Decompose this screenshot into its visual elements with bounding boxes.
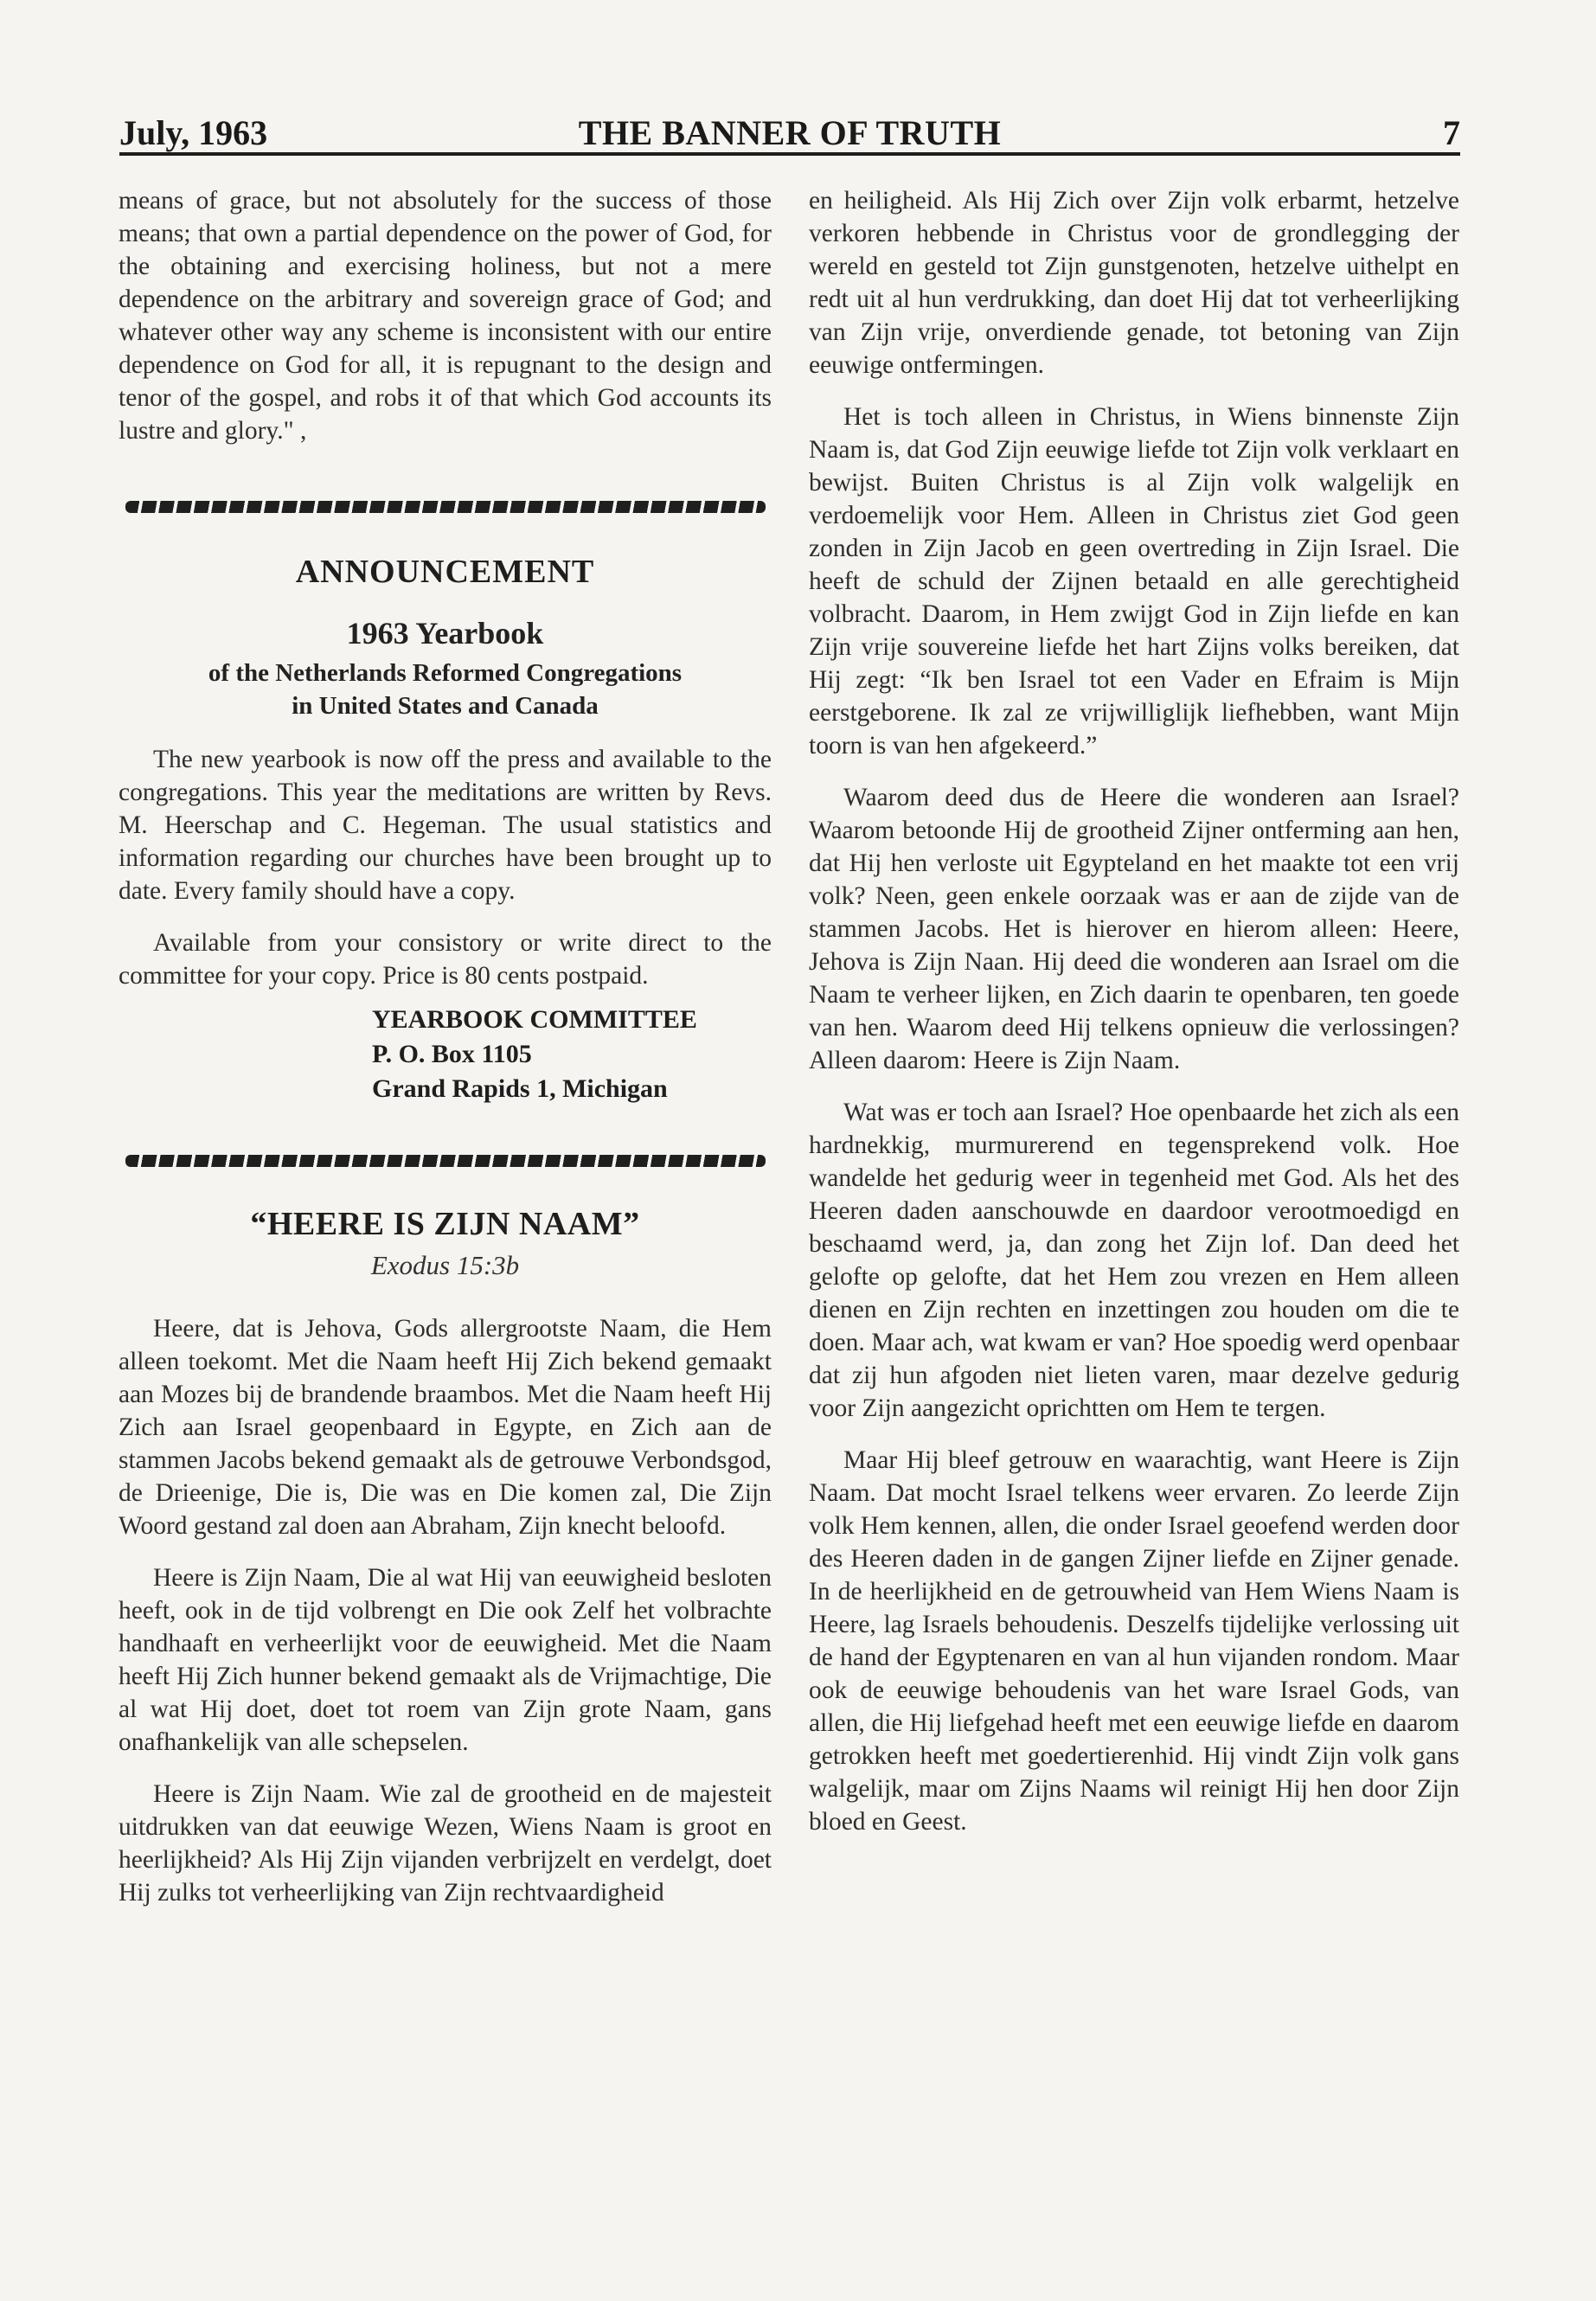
- article-paragraph: Heere is Zijn Naam. Wie zal de grootheid en de majesteit uitdrukken van dat eeuwige Wezen, Wiens Naam is groot en heerlijkheid? Als Hij Zijn vijanden verbrijzelt en verdelgt, doet Hij zulks tot verheerlijking van Zijn rechtvaardigheid: [119, 1780, 772, 1907]
- article-paragraph: Maar Hij bleef getrouw en waarachtig, want Heere is Zijn Naam. Dat mocht Israel telkens weer ervaren. Zo leerde Zijn volk Hem kennen, allen, die onder Israel geoefend werden door des Heeren daden in de gangen Zijner liefde en Zijner genade. In de heerlijkheid en de getrouwheid van Hem Wiens Naam is Heere, lag Israels behoudenis. Deszelfs tijdelijke verlossing uit de hand der Egyptenaren en van al hun vijanden rondom. Maar ook de eeuwige behoudenis van het ware Israel Gods, van allen, die Hij liefgehad heeft met een eeuwige liefde en daarom getrokken heeft met goedertierenhid. Hij vindt Zijn volk gans walgelijk, maar om Zijns Naams wil reinigt Hij hen door Zijn bloed en Geest.: [809, 1446, 1459, 1836]
- article-paragraph: en heiligheid. Als Hij Zich over Zijn volk erbarmt, hetzelve verkoren hebbende in Christus voor de grondlegging der wereld en gesteld tot Zijn gunstgenoten, hetzelve uithelpt en redt uit al hun verdrukking, dan doet Hij dat tot verheerlijking van Zijn vrije, onverdiende genade, tot betoning van Zijn eeuwige ontfermingen.: [809, 187, 1459, 379]
- article-title: “HEERE IS ZIJN NAAM”: [250, 1206, 640, 1242]
- article-paragraph: Heere, dat is Jehova, Gods allergrootste Naam, die Hem alleen toekomt. Met die Naam heeft Hij Zich bekend gemaakt aan Mozes bij de brandende braambos. Met die Naam heeft Hij Zich aan Israel geopenbaard in Egypte, en Zich aan de stammen Jacobs bekend gemaakt als de getrouwe Verbondsgod, de Drieenige, Die is, Die was en Die komen zal, Die Zijn Woord gestand zal doen aan Abraham, Zijn knecht beloofd.: [119, 1315, 772, 1540]
- right-column: [809, 184, 1459, 1857]
- article-paragraph: Wat was er toch aan Israel? Hoe openbaarde het zich als een hardnekkig, murmurerend en tegensprekend volk. Hoe wandelde het gedurig weer in tegenheid met God. Als het des Heeren daden aanschouwde en daardoor verootmoedigd en beschaamd werd, ja, dan zong het Zijn lof. Dan deed het gelofte op gelofte, dat het Hem zou vrezen en Hem alleen dienen en Zijn rechten en inzettingen zou houden om die te doen. Maar ach, wat kwam er van? Hoe spoedig werd openbaar dat zij hun afgoden niet lieten varen, maar dezelve gedurig voor Zijn aangezicht oprichtten om Hem te tergen.: [809, 1099, 1459, 1422]
- issue-date: July, 1963: [119, 113, 268, 152]
- article-scripture-reference: Exodus 15:3b: [370, 1250, 520, 1280]
- article-paragraph: Waarom deed dus de Heere die wonderen aan Israel? Waarom betoonde Hij de grootheid Zijner ontferming aan hen, dat Hij hen verloste uit Egypteland en het maakte tot een vrij volk? Neen, geen enkele oorzaak was er aan de zijde van de stammen Jacobs. Het is hierover en hierom alleen: Heere, Jehova is Zijn Naan. Hij deed die wonderen aan Israel om die Naam te verheer lijken, en Zich daarin te openbaren, ten goede van hen. Waarom deed Hij telkens opnieuw die verlossingen? Alleen daarom: Heere is Zijn Naam.: [809, 784, 1459, 1074]
- publication-title: THE BANNER OF TRUTH: [578, 113, 1002, 152]
- article-paragraph: Heere is Zijn Naam, Die al wat Hij van eeuwigheid besloten heeft, ook in de tijd volbrengt en Die ook Zelf het volbrachte handhaaft en verheerlijkt voor de eeuwigheid. Met die Naam heeft Hij Zich hunner bekend gemaakt als de Vrijmachtige, Die al wat Hij doet, doet tot roem van Zijn grote Naam, gans onafhankelijk van alle schepselen.: [119, 1564, 772, 1756]
- intro-paragraph: means of grace, but not absolutely for the success of those means; that own a partial dependence on the power of God, for the obtaining and exercising holiness, but not a mere dependence on the arbitrary and sovereign grace of God; and whatever other way any scheme is inconsistent with our entire dependence on God for all, it is repugnant to the design and tenor of the gospel, and robs it of that which God accounts its lustre and glory." ,: [119, 187, 772, 445]
- committee-name: YEARBOOK COMMITTEE: [372, 1005, 697, 1034]
- committee-po-box: P. O. Box 1105: [372, 1040, 532, 1068]
- committee-address: [372, 1003, 772, 1106]
- yearbook-subtitle-line2: in United States and Canada: [292, 692, 599, 720]
- announcement-paragraph: Available from your consistory or write direct to the committee for your copy. Price is 80 cents postpaid.: [119, 929, 772, 990]
- announcement-heading: ANNOUNCEMENT: [295, 554, 595, 590]
- committee-city: Grand Rapids 1, Michigan: [372, 1074, 668, 1103]
- section-divider: [125, 1155, 766, 1167]
- article-paragraph: Het is toch alleen in Christus, in Wiens binnenste Zijn Naam is, dat God Zijn eeuwige liefde tot Zijn volk verklaart en bewijst. Buiten Christus is al Zijn volk walgelijk en verdoemelijk voor Hem. Alleen in Christus ziet God geen zonden in Zijn Jacob en geen overtreding in Zijn Israel. Die heeft de schuld der Zijnen betaald en alle gerechtigheid volbracht. Daarom, in Hem zwijgt God in Zijn liefde en kan Zijn vrije souvereine liefde het hart Zijns volks bereiken, dat Hij zegt: “Ik ben Israel tot een Vader en Efraim is Mijn eerstgeborene. Ik zal ze vrijwilliglijk liefhebben, want Mijn toorn is van hen afgekeerd.”: [809, 403, 1459, 760]
- page-header: [119, 112, 1460, 156]
- section-divider: [125, 501, 766, 513]
- announcement-paragraph: The new yearbook is now off the press and available to the congregations. This year the meditations are written by Revs. M. Heerschap and C. Hegeman. The usual statistics and information regarding our churches have been brought up to date. Every family should have a copy.: [119, 746, 772, 905]
- page-number: 7: [1443, 113, 1460, 152]
- yearbook-subtitle-line1: of the Netherlands Reformed Congregations: [208, 659, 683, 687]
- yearbook-title: 1963 Yearbook: [346, 616, 544, 651]
- left-column: [119, 184, 772, 1928]
